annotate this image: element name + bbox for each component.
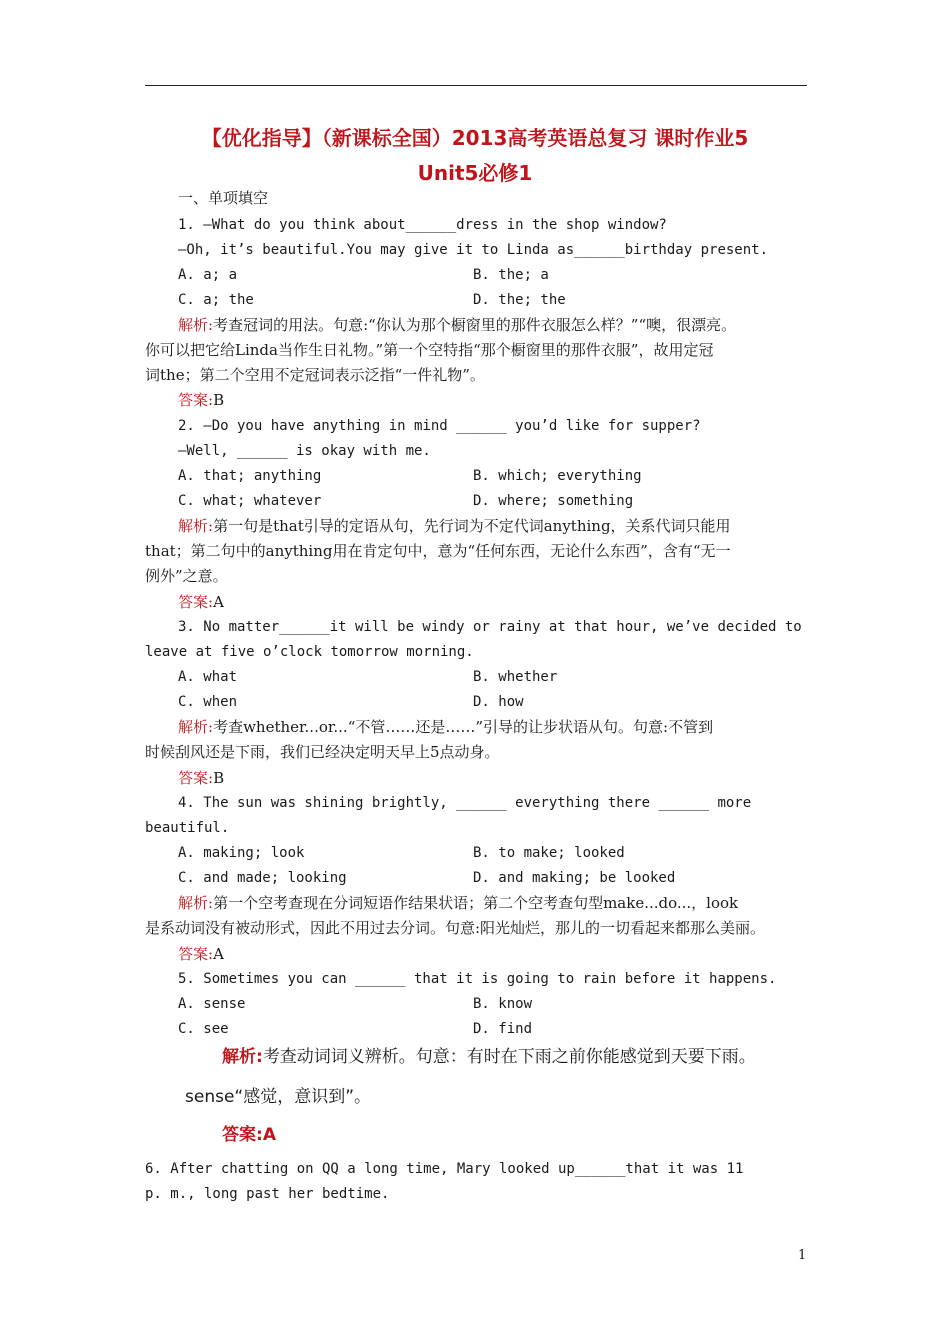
answer-value: A: [262, 1125, 276, 1145]
analysis-label: 解析:: [222, 1047, 263, 1067]
q4-option-c: C. and made; looking: [178, 870, 347, 886]
q5-option-c: C. see: [178, 1021, 229, 1037]
answer-label: 答案:: [178, 945, 214, 963]
analysis-text: sense“感觉，意识到”。: [185, 1087, 372, 1107]
q1-option-b: B. the; a: [473, 267, 549, 283]
q2-stem-line1: 2. —Do you have anything in mind ______ you’d like for supper?: [178, 418, 701, 434]
q1-option-a: A. a; a: [178, 267, 238, 283]
q5-option-b: B. know: [473, 996, 533, 1012]
answer-value: B: [213, 391, 225, 409]
analysis-label: 解析:: [178, 316, 214, 334]
q3-option-b: B. whether: [473, 669, 558, 685]
q2-analysis-line3: 例外”之意。: [145, 567, 228, 585]
q2-option-d: D. where; something: [473, 493, 634, 509]
q5-stem-line1: 5. Sometimes you can ______ that it is going to rain before it happens.: [178, 971, 777, 987]
q4-analysis-line2: 是系动词没有被动形式，因此不用过去分词。句意:阳光灿烂，那儿的一切看起来都那么美丽。: [145, 919, 766, 937]
q3-stem-line2: leave at five o’clock tomorrow morning.: [145, 644, 474, 660]
q5-analysis-line2: [185, 1087, 371, 1107]
answer-label: 答案:: [178, 769, 214, 787]
q1-analysis-line2: 你可以把它给Linda当作生日礼物。”第一个空特指“那个橱窗里的那件衣服”，故用定冠: [145, 341, 714, 359]
q4-option-b: B. to make; looked: [473, 845, 625, 861]
q1-option-c: C. a; the: [178, 292, 254, 308]
q2-stem-line2: —Well, ______ is okay with me.: [178, 443, 431, 459]
q1-option-d: D. the; the: [473, 292, 566, 308]
analysis-text: 考查whether...or...“不管……还是……”引导的让步状语从句。句意:不管到: [213, 718, 714, 736]
analysis-text: 第一句是that引导的定语从句，先行词为不定代词anything，关系代词只能用: [213, 517, 731, 535]
q5-option-a: A. sense: [178, 996, 246, 1012]
q3-answer: [178, 768, 224, 788]
answer-value: A: [213, 593, 224, 611]
q3-analysis-line2: 时候刮风还是下雨，我们已经决定明天早上5点动身。: [145, 743, 500, 761]
q2-analysis-line1: [178, 516, 731, 536]
answer-label: 答案:: [178, 593, 214, 611]
q4-option-d: D. and making; be looked: [473, 870, 676, 886]
document-title: 【优化指导】（新课标全国）2013高考英语总复习 课时作业5: [201, 126, 749, 150]
analysis-text: 考查冠词的用法。句意:“你认为那个橱窗里的那件衣服怎么样？”“噢，很漂亮。: [213, 316, 737, 334]
q2-answer: [178, 592, 224, 612]
section-heading: 一、单项填空: [178, 189, 269, 207]
q3-stem-line1: 3. No matter______it will be windy or rainy at that hour, we’ve decided to: [178, 619, 802, 635]
q4-stem-line2: beautiful.: [145, 820, 230, 836]
answer-value: A: [213, 945, 224, 963]
q2-option-c: C. what; whatever: [178, 493, 322, 509]
analysis-label: 解析:: [178, 517, 214, 535]
q3-option-a: A. what: [178, 669, 238, 685]
q3-analysis-line1: [178, 717, 713, 737]
q5-option-d: D. find: [473, 1021, 533, 1037]
q2-option-b: B. which; everything: [473, 468, 642, 484]
q4-analysis-line1: [178, 893, 738, 913]
q2-analysis-line2: that；第二句中的anything用在肯定句中，意为“任何东西，无论什么东西”，含有“无一: [145, 542, 731, 560]
q5-answer: [222, 1125, 276, 1145]
q3-option-c: C. when: [178, 694, 238, 710]
q4-stem-line1: 4. The sun was shining brightly, ______ everything there ______ more: [178, 795, 752, 811]
q5-analysis-line1: [222, 1047, 756, 1067]
q3-option-d: D. how: [473, 694, 524, 710]
q4-option-a: A. making; look: [178, 845, 305, 861]
q6-stem-line1: 6. After chatting on QQ a long time, Mary looked up______that it was 11: [145, 1161, 744, 1177]
answer-label: 答案:: [222, 1125, 263, 1145]
q1-analysis-line1: [178, 315, 736, 335]
q4-answer: [178, 944, 224, 964]
analysis-label: 解析:: [178, 894, 214, 912]
q1-analysis-line3: 词the；第二个空用不定冠词表示泛指“一件礼物”。: [145, 366, 485, 384]
analysis-label: 解析:: [178, 718, 214, 736]
q1-answer: [178, 390, 224, 410]
q6-stem-line2: p. m., long past her bedtime.: [145, 1186, 390, 1202]
answer-value: B: [213, 769, 225, 787]
document-subtitle: Unit5必修1: [417, 161, 533, 185]
answer-label: 答案:: [178, 391, 214, 409]
analysis-text: 第一个空考查现在分词短语作结果状语；第二个空考查句型make...do...，look: [213, 894, 739, 912]
header-rule: [145, 85, 807, 86]
analysis-text: 考查动词词义辨析。句意：有时在下雨之前你能感觉到天要下雨。: [262, 1047, 756, 1067]
page-number: 1: [798, 1248, 807, 1263]
q1-stem-line2: —Oh, it’s beautiful.You may give it to Linda as______birthday present.: [178, 242, 769, 258]
q1-stem-line1: 1. —What do you think about______dress in the shop window?: [178, 217, 667, 233]
q2-option-a: A. that; anything: [178, 468, 322, 484]
